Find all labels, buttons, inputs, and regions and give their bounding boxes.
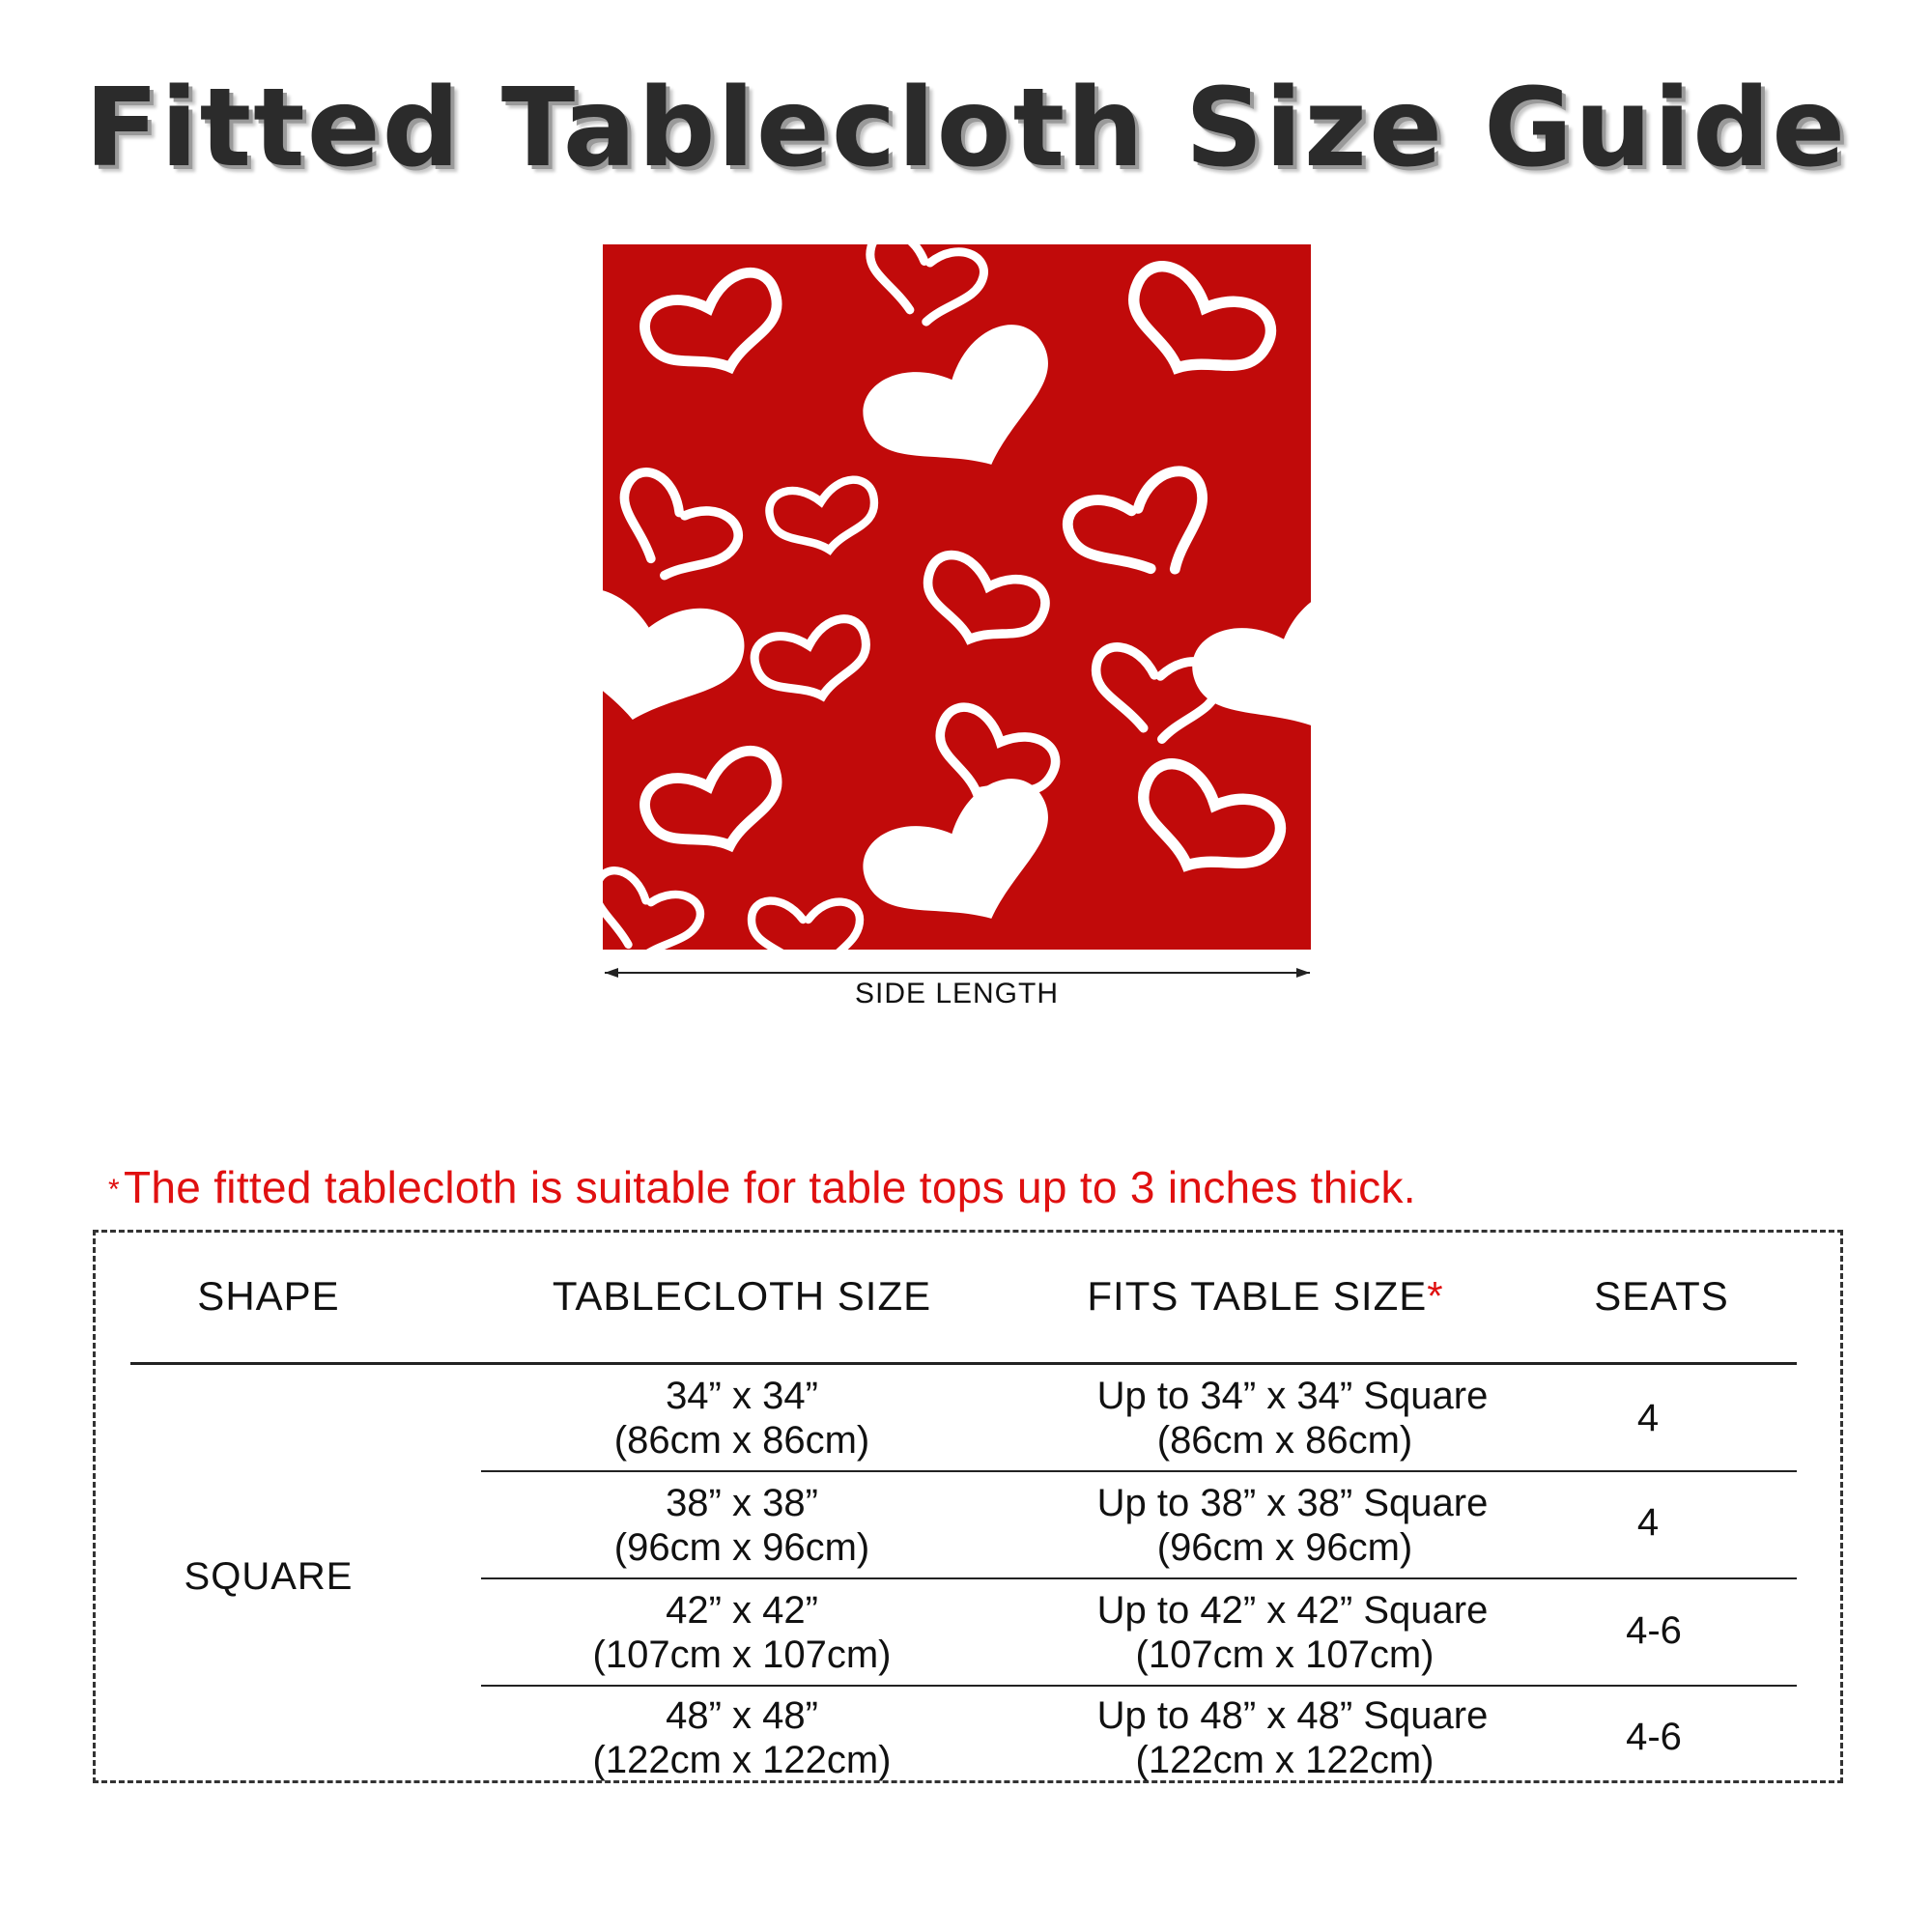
row-divider	[481, 1577, 1797, 1579]
table-row-seats: 4	[1636, 1397, 1660, 1439]
header-fits-asterisk: *	[1427, 1273, 1444, 1319]
table-row-fits	[1097, 1374, 1489, 1463]
table-row-seats: 4-6	[1626, 1716, 1682, 1758]
table-row-fits	[1097, 1481, 1489, 1570]
row-divider	[481, 1685, 1797, 1687]
tablecloth-pattern-image	[603, 244, 1311, 950]
note-asterisk: *	[108, 1174, 120, 1206]
size-imperial: 48” x 48”	[666, 1694, 818, 1737]
table-row-fits	[1097, 1693, 1489, 1782]
fits-metric: (122cm x 122cm)	[1135, 1739, 1435, 1781]
size-table	[93, 1230, 1843, 1783]
fits-imperial: Up to 38” x 38” Square	[1096, 1482, 1489, 1524]
header-divider	[130, 1362, 1797, 1365]
fits-metric: (86cm x 86cm)	[1156, 1419, 1413, 1462]
fits-metric: (96cm x 96cm)	[1156, 1526, 1413, 1569]
size-metric: (122cm x 122cm)	[592, 1739, 892, 1781]
size-metric: (107cm x 107cm)	[592, 1634, 892, 1676]
shape-cell-square: SQUARE	[184, 1555, 354, 1598]
table-row-size	[614, 1481, 870, 1570]
fits-imperial: Up to 42” x 42” Square	[1096, 1589, 1489, 1632]
table-row-fits	[1097, 1588, 1489, 1677]
header-fits-label: FITS TABLE SIZE	[1087, 1273, 1428, 1319]
size-imperial: 34” x 34”	[666, 1375, 818, 1417]
header-fits-table-size	[1087, 1273, 1443, 1320]
table-row-seats: 4	[1636, 1501, 1660, 1544]
header-seats: SEATS	[1594, 1273, 1729, 1319]
size-imperial: 38” x 38”	[666, 1482, 818, 1524]
table-row-size	[593, 1588, 892, 1677]
size-metric: (86cm x 86cm)	[613, 1419, 870, 1462]
note-text: The fitted tablecloth is suitable for table tops up to 3 inches thick.	[123, 1162, 1416, 1212]
table-row-seats: 4-6	[1626, 1609, 1682, 1652]
size-imperial: 42” x 42”	[666, 1589, 818, 1632]
row-divider	[481, 1470, 1797, 1472]
heart-pattern	[603, 244, 1311, 950]
fits-imperial: Up to 34” x 34” Square	[1096, 1375, 1489, 1417]
side-length-label: SIDE LENGTH	[854, 978, 1060, 1009]
table-row-size	[614, 1374, 870, 1463]
header-shape: SHAPE	[197, 1273, 340, 1319]
thickness-note	[108, 1161, 1847, 1213]
fits-metric: (107cm x 107cm)	[1135, 1634, 1435, 1676]
fits-imperial: Up to 48” x 48” Square	[1096, 1694, 1489, 1737]
header-tablecloth-size: TABLECLOTH SIZE	[552, 1273, 932, 1319]
page-title: Fitted Tablecloth Size Guide	[84, 66, 1848, 191]
table-row-size	[593, 1693, 892, 1782]
size-metric: (96cm x 96cm)	[613, 1526, 870, 1569]
